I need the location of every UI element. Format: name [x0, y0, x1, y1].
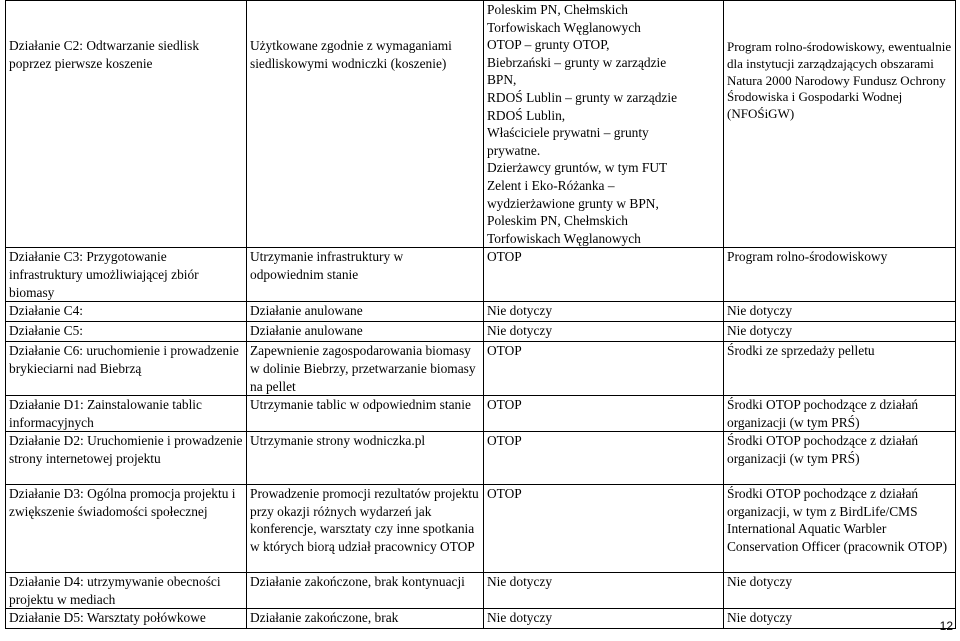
- responsible-line: Poleskim PN, Chełmskich: [487, 2, 628, 17]
- action-cell: Działanie D2: Uruchomienie i prowadzenie strony internetowej projektu: [6, 432, 247, 485]
- funding-cell: Program rolno-środowiskowy: [724, 248, 956, 302]
- table-row: [6, 396, 956, 432]
- action-cell: Działanie D1: Zainstalowanie tablic informacyjnych: [6, 396, 247, 432]
- responsible-line: prywatne.: [487, 142, 541, 158]
- responsible-line: wydzierżawione grunty w BPN,: [487, 195, 659, 211]
- responsible-line: Torfowiskach Węglanowych: [487, 230, 641, 246]
- action-cell: Działanie D5: Warsztaty połówkowe: [6, 609, 247, 629]
- funding-cell: Nie dotyczy: [724, 302, 956, 322]
- responsible-cell: OTOP: [484, 396, 724, 432]
- responsible-line: RDOŚ Lublin – grunty w zarządzie: [487, 89, 678, 105]
- table-row: [6, 573, 956, 609]
- responsible-cell: OTOP: [484, 248, 724, 302]
- responsible-cell: OTOP: [484, 342, 724, 396]
- funding-cell: Środki OTOP pochodzące z działań organizacji, w tym z BirdLife/CMS International Aquatic Warbler Conservation Officer (pracownik OTOP): [724, 485, 956, 573]
- table-row: [6, 432, 956, 485]
- funding-cell: Nie dotyczy: [724, 322, 956, 342]
- responsible-line: Torfowiskach Węglanowych: [487, 19, 641, 35]
- result-cell: Utrzymanie strony wodniczka.pl: [247, 432, 484, 485]
- responsible-line: OTOP – grunty OTOP,: [487, 37, 610, 53]
- funding-cell: Środki OTOP pochodzące z działań organizacji (w tym PRŚ): [724, 432, 956, 485]
- action-cell: Działanie C6: uruchomienie i prowadzenie brykieciarni nad Biebrzą: [6, 342, 247, 396]
- action-cell: Działanie D3: Ogólna promocja projektu i zwiększenie świadomości społecznej: [6, 485, 247, 573]
- responsible-cell: Nie dotyczy: [484, 322, 724, 342]
- responsible-cell: OTOP: [484, 432, 724, 485]
- table-row: [6, 322, 956, 342]
- table-row: [6, 609, 956, 629]
- action-cell: Działanie D4: utrzymywanie obecności projektu w mediach: [6, 573, 247, 609]
- responsible-cell: Nie dotyczy: [484, 573, 724, 609]
- page-number: 12: [939, 619, 953, 633]
- responsible-line: Właściciele prywatni – grunty: [487, 125, 649, 141]
- result-cell: Utrzymanie tablic w odpowiednim stanie: [247, 396, 484, 432]
- funding-cell: Program rolno-środowiskowy, ewentualnie dla instytucji zarządzających obszarami Natura 2000 Narodowy Fundusz Ochrony Środowiska i Gospodarki Wodnej (NFOŚiGW): [724, 1, 956, 248]
- responsible-line: Poleskim PN, Chełmskich: [487, 213, 628, 229]
- responsible-line: BPN,: [487, 72, 517, 88]
- responsible-cell: Nie dotyczy: [484, 609, 724, 629]
- funding-cell: Środki OTOP pochodzące z działań organizacji (w tym PRŚ): [724, 396, 956, 432]
- table-row: [6, 342, 956, 396]
- responsible-line: Biebrzański – grunty w zarządzie: [487, 54, 667, 70]
- table-row: [6, 485, 956, 573]
- result-cell: Działanie anulowane: [247, 302, 484, 322]
- action-cell: Działanie C3: Przygotowanie infrastruktury umożliwiającej zbiór biomasy: [6, 248, 247, 302]
- action-cell: Działanie C4:: [6, 302, 247, 322]
- responsible-line: Dzierżawcy gruntów, w tym FUT: [487, 160, 668, 176]
- result-cell: Działanie zakończone, brak: [247, 609, 484, 629]
- table-row: [6, 248, 956, 302]
- result-cell: Działanie anulowane: [247, 322, 484, 342]
- result-cell: Utrzymanie infrastruktury w odpowiednim stanie: [247, 248, 484, 302]
- result-cell: Użytkowane zgodnie z wymaganiami siedliskowymi wodniczki (koszenie): [247, 1, 484, 248]
- result-cell: Zapewnienie zagospodarowania biomasy w dolinie Biebrzy, przetwarzanie biomasy na pellet: [247, 342, 484, 396]
- action-cell: Działanie C5:: [6, 322, 247, 342]
- action-cell: Działanie C2: Odtwarzanie siedlisk poprzez pierwsze koszenie: [6, 1, 247, 248]
- responsible-cell: [484, 1, 724, 248]
- result-cell: Prowadzenie promocji rezultatów projektu przy okazji różnych wydarzeń jak konferencje, warsztaty czy inne spotkania w których biorą udział pracownicy OTOP: [247, 485, 484, 573]
- table-row: [6, 1, 956, 248]
- sustainability-table: [5, 0, 956, 629]
- responsible-line: RDOŚ Lublin,: [487, 107, 566, 123]
- funding-cell: Nie dotyczy: [724, 609, 956, 629]
- responsible-cell: Nie dotyczy: [484, 302, 724, 322]
- responsible-line: Zelent i Eko-Różanka –: [487, 177, 615, 193]
- funding-cell: Środki ze sprzedaży pelletu: [724, 342, 956, 396]
- funding-cell: Nie dotyczy: [724, 573, 956, 609]
- responsible-cell: OTOP: [484, 485, 724, 573]
- result-cell: Działanie zakończone, brak kontynuacji: [247, 573, 484, 609]
- table-row: [6, 302, 956, 322]
